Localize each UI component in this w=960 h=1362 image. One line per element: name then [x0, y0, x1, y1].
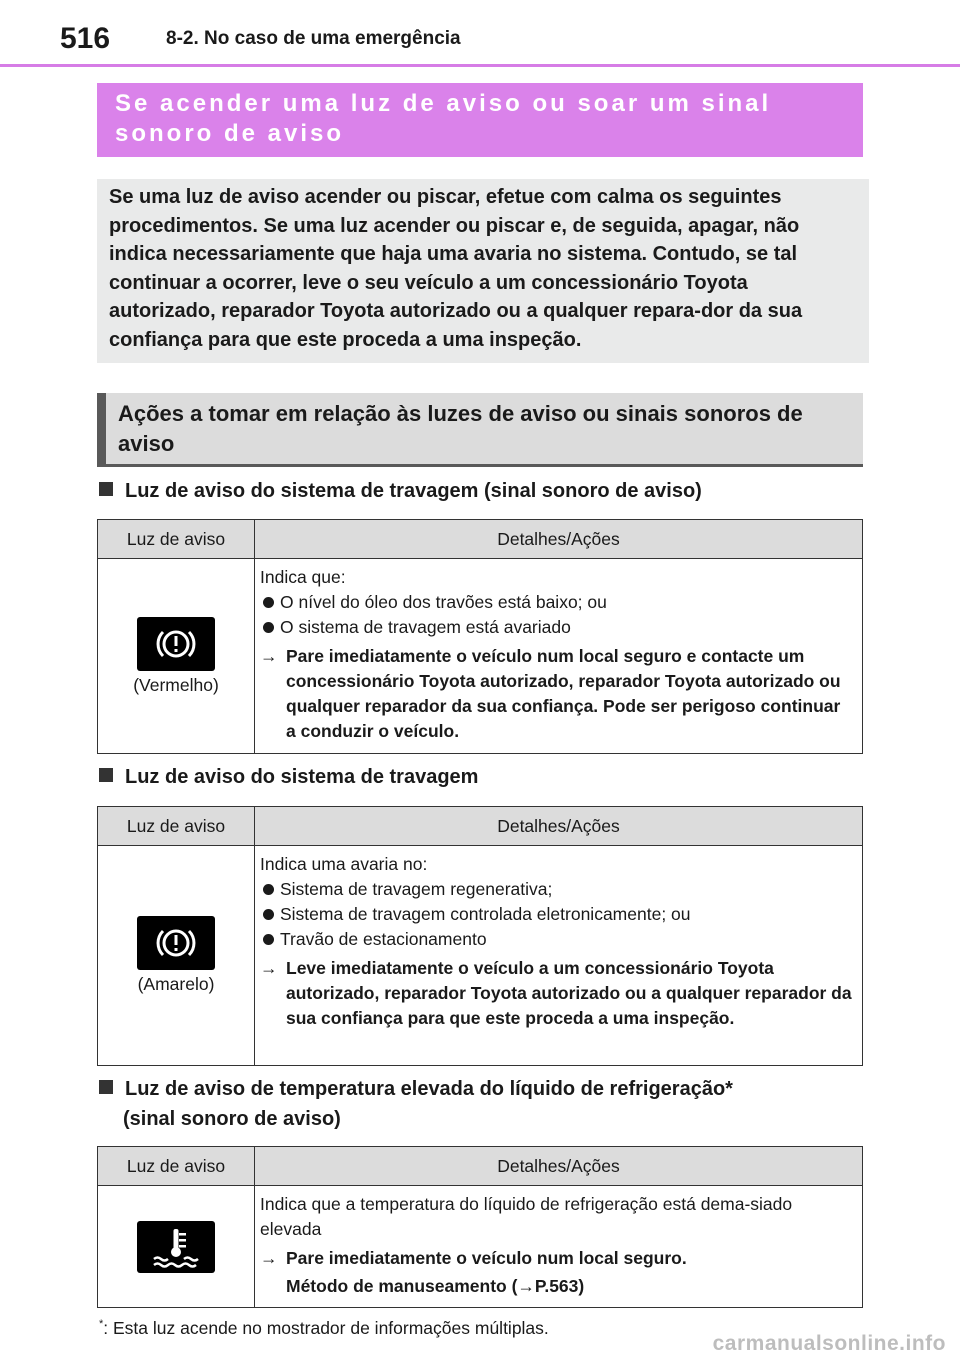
warning-table-brake-red: [97, 519, 863, 754]
table-header-row: [98, 1147, 862, 1186]
page-reference-link[interactable]: Método de manuseamento (→P.563): [286, 1276, 585, 1296]
list-item: Travão de estacionamento: [260, 927, 854, 952]
warning-light-cell: [98, 559, 255, 753]
column-header-details: Detalhes/Ações: [497, 815, 620, 836]
table-row: [98, 559, 862, 753]
warning-table-brake-amber: [97, 806, 863, 1066]
table-row: [98, 846, 862, 1065]
action-instruction: → Pare imediatamente o veículo num local seguro e contacte um concessionário Toyota autorizado, reparador Toyota autorizado ou qualquer reparador da sua confiança. Pode ser perigoso continuar a conduzir o veículo.: [260, 644, 854, 744]
page-header: [0, 0, 960, 66]
bullet-dot-icon: [263, 884, 274, 895]
warning-heading-coolant: Luz de aviso de temperatura elevada do líquido de refrigeração* (sinal sonoro de aviso): [99, 1074, 733, 1134]
details-cell: [255, 1186, 862, 1307]
table-header-row: [98, 520, 862, 559]
details-cell: [255, 559, 862, 753]
page-title: Se acender uma luz de aviso ou soar um sinal sonoro de aviso: [115, 90, 772, 147]
intro-paragraph: Se uma luz de aviso acender ou piscar, efetue com calma os seguintes procedimentos. Se uma luz acender ou piscar e, de seguida, apagar, não indica necessariamente que haja uma avaria no sistema. Contudo, se tal continuar a ocorrer, leve o seu veículo a um concessionário Toyota autorizado, reparador Toyota autorizado ou a qualquer repara-dor da sua confiança para que este proceda a uma inspeção.: [97, 179, 869, 363]
column-header-details: Detalhes/Ações: [497, 528, 620, 549]
list-item: Sistema de travagem regenerativa;: [260, 877, 854, 902]
details-intro: Indica que a temperatura do líquido de refrigeração está dema-siado elevada: [260, 1194, 793, 1239]
warning-table-coolant: [97, 1146, 863, 1308]
warning-heading-brake-amber: Luz de aviso do sistema de travagem: [99, 762, 478, 792]
arrow-icon: →: [260, 646, 278, 666]
watermark: carmanualsonline.info: [712, 1332, 946, 1355]
brake-warning-icon: [137, 617, 215, 671]
footnote: *: Esta luz acende no mostrador de informações múltiplas.: [99, 1318, 549, 1338]
warning-light-cell: [98, 846, 255, 1065]
bullet-dot-icon: [263, 934, 274, 945]
warning-heading-brake-red: Luz de aviso do sistema de travagem (sinal sonoro de aviso): [99, 476, 702, 506]
arrow-icon: →: [260, 1248, 278, 1268]
arrow-icon: →: [260, 958, 278, 978]
warning-light-cell: [98, 1186, 255, 1307]
column-header-warning-light: Luz de aviso: [98, 1147, 255, 1185]
header-divider: [0, 64, 960, 67]
details-intro: Indica uma avaria no:: [260, 854, 428, 874]
icon-color-caption: (Vermelho): [133, 674, 219, 695]
action-instruction: → Pare imediatamente o veículo num local seguro. Método de manuseamento (→P.563): [260, 1246, 854, 1299]
square-bullet-icon: [99, 768, 113, 782]
page-number: 516: [60, 22, 111, 55]
footnote-mark: *: [99, 1318, 104, 1331]
column-header-warning-light: Luz de aviso: [98, 520, 255, 558]
details-intro: Indica que:: [260, 567, 346, 587]
list-item: Sistema de travagem controlada eletronicamente; ou: [260, 902, 854, 927]
table-row: [98, 1186, 862, 1307]
bullet-dot-icon: [263, 909, 274, 920]
details-cell: [255, 846, 862, 1065]
icon-color-caption: (Amarelo): [137, 974, 215, 994]
square-bullet-icon: [99, 482, 113, 496]
chapter-title: 8-2. No caso de uma emergência: [166, 28, 461, 49]
coolant-temperature-icon: [137, 1221, 215, 1273]
list-item: O nível do óleo dos travões está baixo; ou: [260, 590, 854, 615]
column-header-details: Detalhes/Ações: [497, 1155, 620, 1176]
square-bullet-icon: [99, 1080, 113, 1094]
action-instruction: → Leve imediatamente o veículo a um concessionário Toyota autorizado, reparador Toyota autorizado ou a qualquer reparador da sua confiança para que este proceda a uma inspeção.: [260, 956, 854, 1031]
bullet-dot-icon: [263, 597, 274, 608]
column-header-warning-light: Luz de aviso: [98, 807, 255, 845]
brake-warning-icon: [137, 916, 215, 970]
subsection-title: Ações a tomar em relação às luzes de aviso ou sinais sonoros de aviso: [97, 393, 863, 467]
list-item: O sistema de travagem está avariado: [260, 615, 854, 640]
table-header-row: [98, 807, 862, 846]
section-title-box: [97, 83, 863, 157]
bullet-dot-icon: [263, 622, 274, 633]
